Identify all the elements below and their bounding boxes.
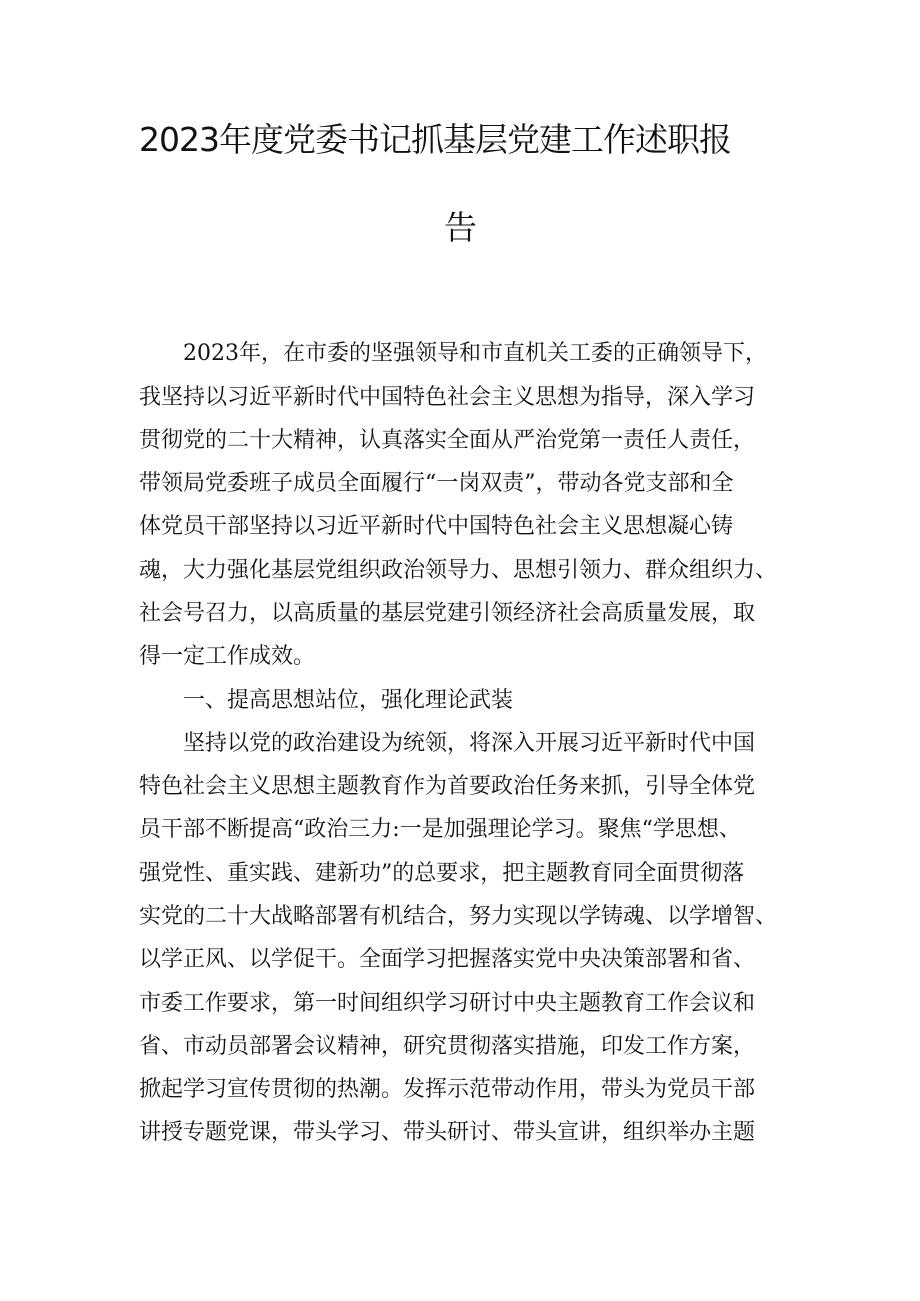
paragraph-2-line: 坚持以党的政治建设为统领，将深入开展习近平新时代中国 [183,731,756,756]
paragraph-2-line: 掀起学习宣传贯彻的热潮。发挥示范带动作用，带头为党员干部 [139,1077,756,1102]
paragraph-1-line: 我坚持以习近平新时代中国特色社会主义思想为指导，深入学习 [139,385,756,410]
paragraph-1-line: 2023年，在市委的坚强领导和市直机关工委的正确领导下， [183,341,767,366]
paragraph-1-line: 贯彻党的二十大精神，认真落实全面从严治党第一责任人责任， [139,428,756,453]
section-heading-1: 一、提高思想站位，强化理论武装 [183,688,514,713]
paragraph-2-line: 讲授专题党课，带头学习、带头研讨、带头宣讲，组织举办主题 [139,1120,756,1145]
paragraph-1-line: 社会号召力，以高质量的基层党建引领经济社会高质量发展，取 [139,601,756,626]
paragraph-2-line: 市委工作要求，第一时间组织学习研讨中央主题教育工作会议和 [139,991,756,1016]
paragraph-2-line: 以学正风、以学促干。全面学习把握落实党中央决策部署和省、 [139,947,756,972]
paragraph-2-line: 员干部不断提高“政治三力:一是加强理论学习。聚焦“学思想、 [139,817,741,842]
paragraph-1-line: 体党员干部坚持以习近平新时代中国特色社会主义思想凝心铸 [139,514,734,539]
paragraph-1-line: 魂，大力强化基层党组织政治领导力、思想引领力、群众组织力、 [139,558,778,583]
paragraph-2-line: 实党的二十大战略部署有机结合，努力实现以学铸魂、以学增智、 [139,904,778,929]
document-title-line-1: 2023年度党委书记抓基层党建工作述职报 [139,120,731,159]
paragraph-2-line: 省、市动员部署会议精神，研究贯彻落实措施，印发工作方案， [139,1034,756,1059]
paragraph-2-line: 强党性、重实践、建新功”的总要求，把主题教育同全面贯彻落 [139,861,745,886]
paragraph-1-line: 带领局党委班子成员全面履行“一岗双责”，带动各党支部和全 [139,471,734,496]
document-title-line-2: 告 [444,208,476,247]
paragraph-2-line: 特色社会主义思想主题教育作为首要政治任务来抓，引导全体党 [139,774,756,799]
paragraph-1-line: 得一定工作成效。 [139,644,316,669]
